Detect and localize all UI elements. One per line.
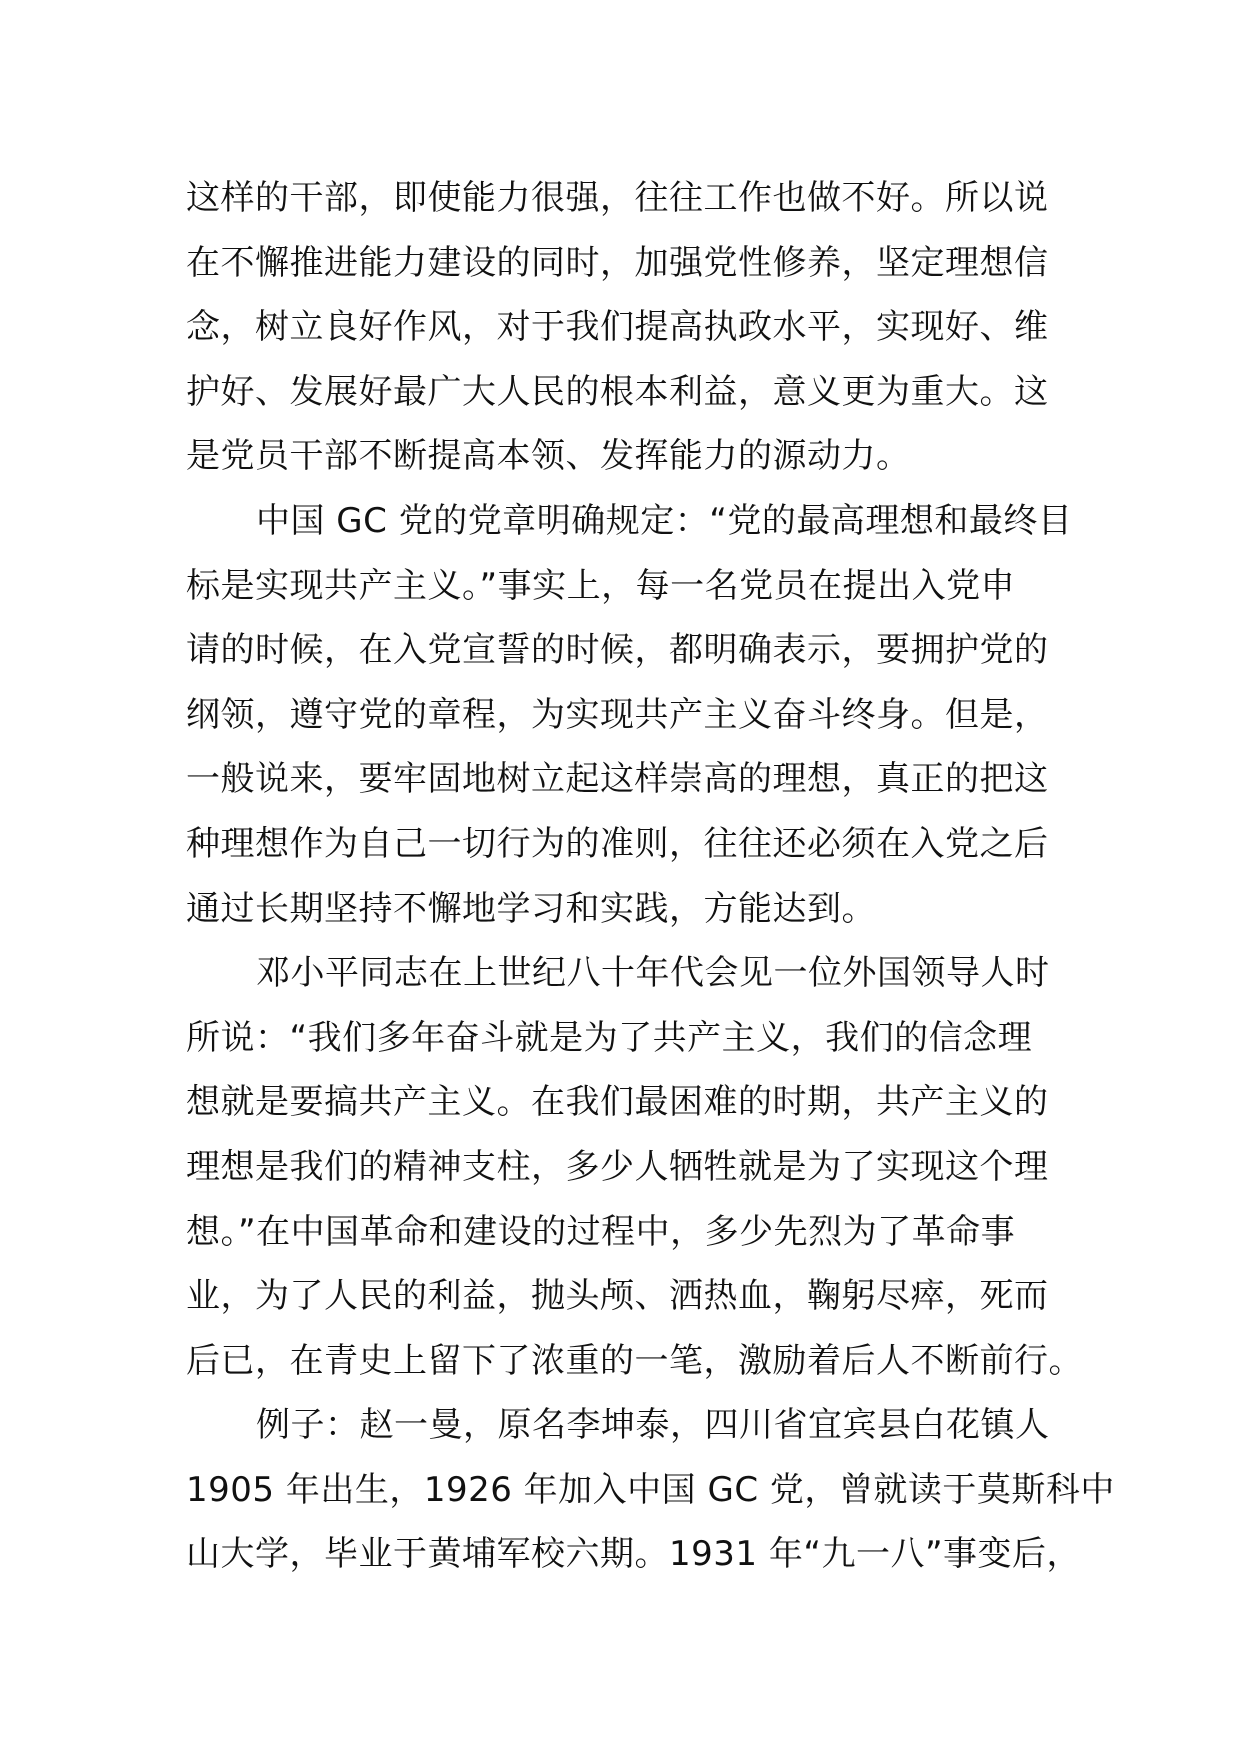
text-line: 想就是要搞共产主义。在我们最困难的时期，共产主义的 [186, 1082, 1049, 1123]
paragraph-4 [186, 1393, 1115, 1587]
paragraph-3 [186, 941, 1083, 1393]
text-line: 想。”在中国革命和建设的过程中，多少先烈为了革命事 [186, 1211, 1016, 1252]
text-line: 请的时候，在入党宣誓的时候，都明确表示，要拥护党的 [186, 630, 1049, 671]
text-line: 标是实现共产主义。”事实上，每一名党员在提出入党申 [186, 565, 1016, 606]
text-line: 一般说来，要牢固地树立起这样崇高的理想，真正的把这 [186, 759, 1049, 800]
text-line: 1905 年出生，1926 年加入中国 GC 党，曾就读于莫斯科中 [186, 1469, 1115, 1510]
text-line: 在不懈推进能力建设的同时，加强党性修养，坚定理想信 [186, 242, 1049, 283]
text-line: 理想是我们的精神支柱，多少人牺牲就是为了实现这个理 [186, 1146, 1049, 1187]
text-line: 护好、发展好最广大人民的根本利益，意义更为重大。这 [186, 371, 1049, 412]
document-body [186, 166, 1115, 1587]
text-line: 种理想作为自己一切行为的准则，往往还必须在入党之后 [186, 823, 1049, 864]
text-line: 念，树立良好作风，对于我们提高执政水平，实现好、维 [186, 307, 1049, 348]
paragraph-1 [186, 166, 1076, 489]
text-line: 业，为了人民的利益，抛头颅、洒热血，鞠躬尽瘁，死而 [186, 1276, 1049, 1317]
text-line: 是党员干部不断提高本领、发挥能力的源动力。 [186, 436, 911, 477]
text-line: 邓小平同志在上世纪八十年代会见一位外国领导人时 [256, 953, 1050, 994]
text-line: 中国 GC 党的党章明确规定：“党的最高理想和最终目 [256, 500, 1073, 541]
text-line: 例子：赵一曼，原名李坤泰，四川省宜宾县白花镇人 [256, 1405, 1050, 1446]
text-line: 后已，在青史上留下了浓重的一笔，激励着后人不断前行。 [186, 1340, 1083, 1381]
paragraph-2 [186, 489, 1076, 941]
text-line: 所说：“我们多年奋斗就是为了共产主义，我们的信念理 [186, 1017, 1033, 1058]
text-line: 山大学，毕业于黄埔军校六期。1931 年“九一八”事变后， [186, 1534, 1082, 1575]
text-line: 通过长期坚持不懈地学习和实践，方能达到。 [186, 888, 876, 929]
text-line: 纲领，遵守党的章程，为实现共产主义奋斗终身。但是， [186, 694, 1049, 735]
text-line: 这样的干部，即使能力很强，往往工作也做不好。所以说 [186, 178, 1049, 218]
